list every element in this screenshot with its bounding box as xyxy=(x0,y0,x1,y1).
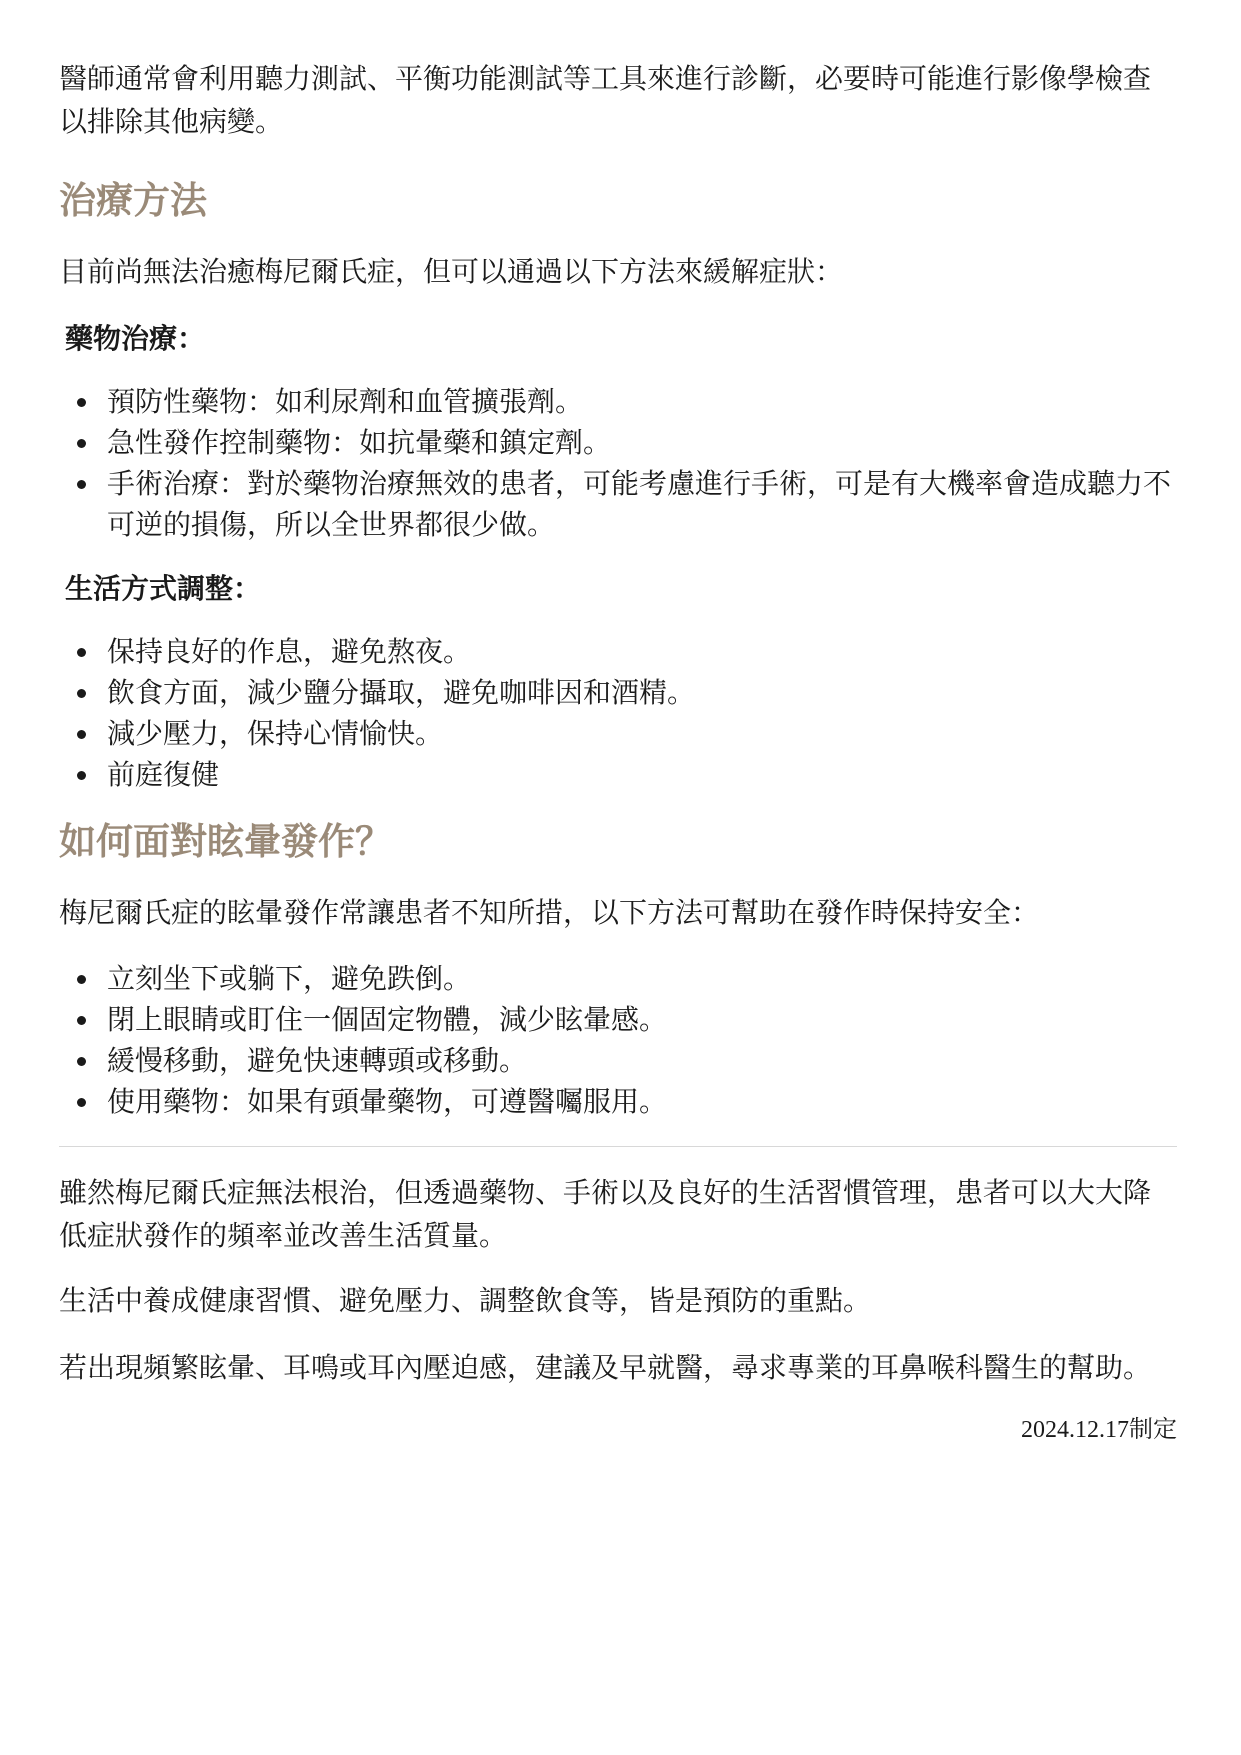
list-item: 前庭復健 xyxy=(107,754,1177,795)
vertigo-title: 如何面對眩暈發作？ xyxy=(59,820,392,863)
medication-list xyxy=(59,381,1177,545)
summary-paragraph: 生活中養成健康習慣、避免壓力、調整飲食等，皆是預防的重點。 xyxy=(59,1284,872,1317)
list-item: 減少壓力，保持心情愉快。 xyxy=(107,713,1177,754)
medication-heading: 藥物治療： xyxy=(65,322,206,355)
list-item: 立刻坐下或躺下，避免跌倒。 xyxy=(107,958,1177,999)
summary-paragraph: 雖然梅尼爾氏症無法根治，但透過藥物、手術以及良好的生活習慣管理，患者可以大大降低症狀發作的頻率並改善生活質量。 xyxy=(59,1176,1152,1252)
list-item: 閉上眼睛或盯住一個固定物體，減少眩暈感。 xyxy=(107,999,1177,1040)
lifestyle-list xyxy=(59,631,1177,795)
lifestyle-heading: 生活方式調整： xyxy=(65,572,262,605)
list-item: 飲食方面，減少鹽分攝取，避免咖啡因和酒精。 xyxy=(107,672,1177,713)
list-item: 使用藥物：如果有頭暈藥物，可遵醫囑服用。 xyxy=(107,1081,1177,1122)
section-divider xyxy=(59,1146,1177,1147)
list-item: 急性發作控制藥物：如抗暈藥和鎮定劑。 xyxy=(107,422,1177,463)
document-date: 2024.12.17制定 xyxy=(1021,1417,1177,1443)
vertigo-list xyxy=(59,958,1177,1122)
list-item: 手術治療：對於藥物治療無效的患者，可能考慮進行手術，可是有大機率會造成聽力不可逆的損傷，所以全世界都很少做。 xyxy=(107,463,1177,545)
list-item: 緩慢移動，避免快速轉頭或移動。 xyxy=(107,1040,1177,1081)
treatment-title: 治療方法 xyxy=(59,179,207,222)
list-item: 預防性藥物：如利尿劑和血管擴張劑。 xyxy=(107,381,1177,422)
treatment-intro: 目前尚無法治癒梅尼爾氏症，但可以通過以下方法來緩解症狀： xyxy=(59,255,844,288)
list-item: 保持良好的作息，避免熬夜。 xyxy=(107,631,1177,672)
intro-paragraph: 醫師通常會利用聽力測試、平衡功能測試等工具來進行診斷，必要時可能進行影像學檢查以排除其他病變。 xyxy=(59,62,1152,138)
summary-paragraph: 若出現頻繁眩暈、耳鳴或耳內壓迫感，建議及早就醫，尋求專業的耳鼻喉科醫生的幫助。 xyxy=(59,1351,1152,1384)
vertigo-intro: 梅尼爾氏症的眩暈發作常讓患者不知所措，以下方法可幫助在發作時保持安全： xyxy=(59,896,1040,929)
